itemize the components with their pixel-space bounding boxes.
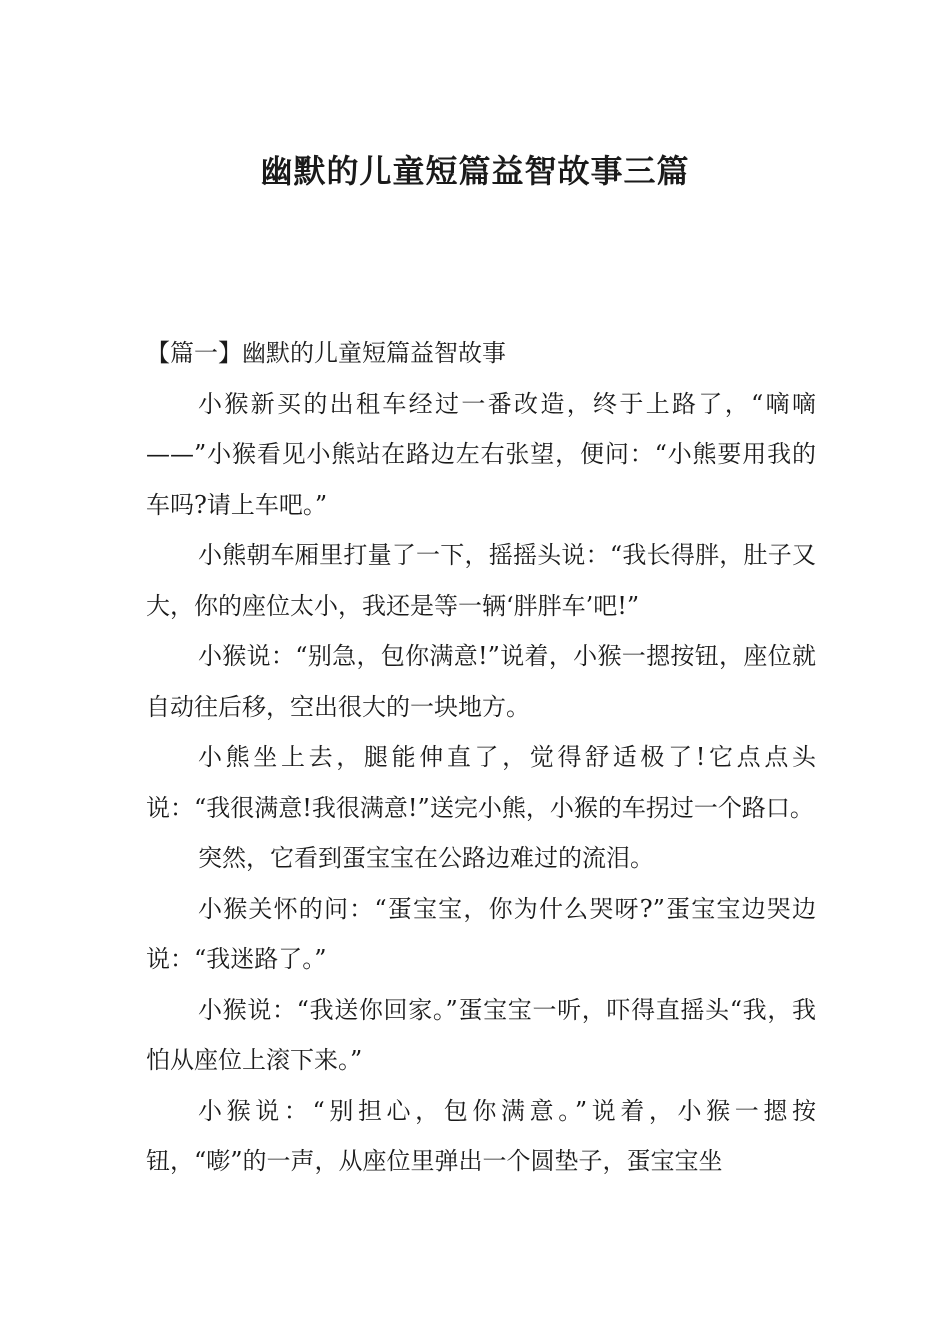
page-title: 幽默的儿童短篇益智故事三篇 [260,152,690,191]
paragraph-6: 小猴关怀的问：“蛋宝宝，你为什么哭呀?”蛋宝宝边哭边说：“我迷路了。” [146,894,816,973]
document-body [146,328,816,1187]
paragraph-5: 突然，它看到蛋宝宝在公路边难过的流泪。 [198,844,654,872]
paragraph-4: 小熊坐上去，腿能伸直了，觉得舒适极了!它点点头说：“我很满意!我很满意!”送完小熊，小猴的车拐过一个路口。 [146,743,816,822]
section-heading: 【篇一】幽默的儿童短篇益智故事 [146,339,506,367]
paragraph-8: 小猴说：“别担心，包你满意。”说着，小猴一摁按钮，“嘭”的一声，从座位里弹出一个圆垫子，蛋宝宝坐 [146,1096,816,1175]
paragraph-2: 小熊朝车厢里打量了一下，摇摇头说：“我长得胖，肚子又大，你的座位太小，我还是等一辆‘胖胖车’吧!” [146,541,816,620]
paragraph-1: 小猴新买的出租车经过一番改造，终于上路了，“嘀嘀——”小猴看见小熊站在路边左右张望，便问：“小熊要用我的车吗?请上车吧。” [146,389,816,519]
paragraph-3: 小猴说：“别急，包你满意!”说着，小猴一摁按钮，座位就自动往后移，空出很大的一块地方。 [146,642,816,721]
paragraph-7: 小猴说：“我送你回家。”蛋宝宝一听，吓得直摇头“我，我怕从座位上滚下来。” [146,995,816,1074]
